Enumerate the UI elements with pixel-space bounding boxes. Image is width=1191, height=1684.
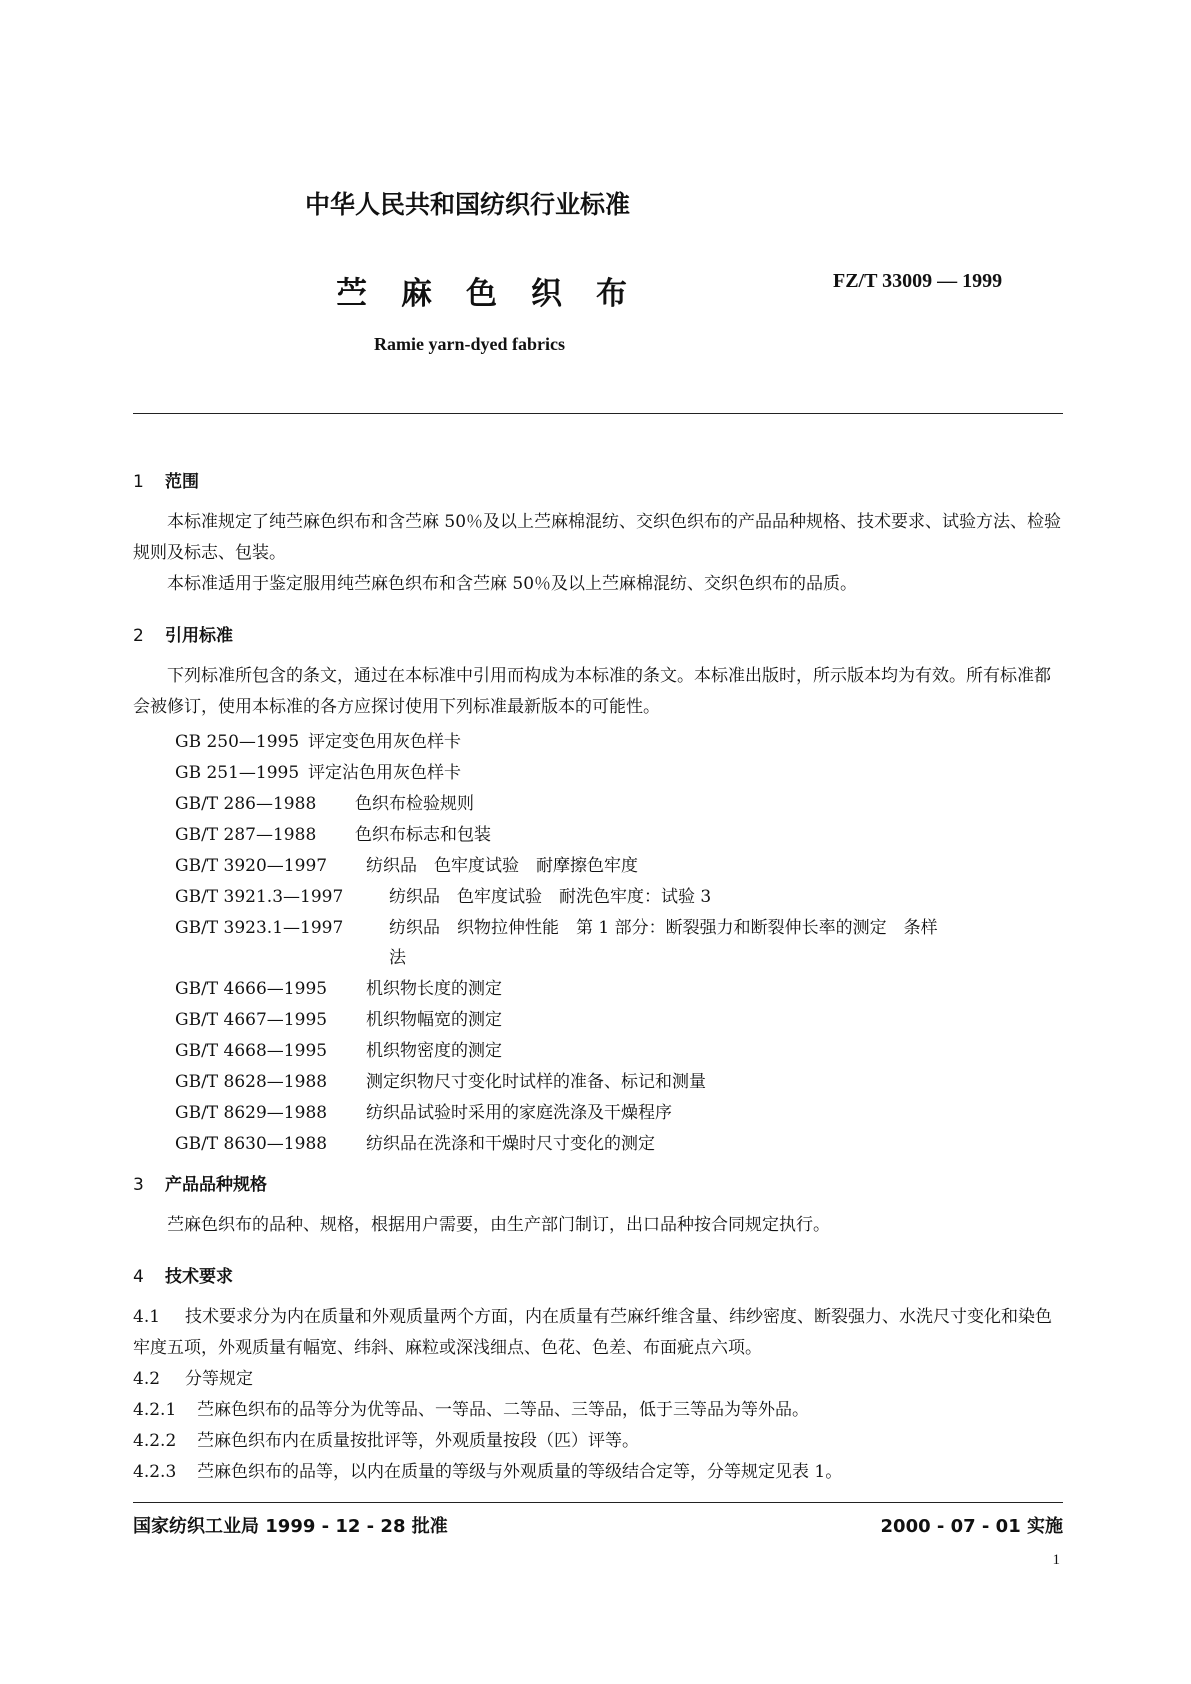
reference-item	[175, 758, 461, 783]
clause-text: 苎麻色织布的品等，以内在质量的等级与外观质量的等级结合定等，分等规定见表 1。	[197, 1462, 843, 1482]
reference-code: GB/T 3923.1—1997	[175, 918, 344, 938]
reference-title: 机织物密度的测定	[366, 1041, 502, 1061]
reference-item	[175, 820, 491, 845]
reference-item	[175, 1036, 502, 1061]
footer-divider	[133, 1502, 1063, 1503]
reference-code: GB/T 4666—1995	[175, 979, 328, 999]
reference-item	[175, 1005, 502, 1030]
section-2-heading	[133, 621, 233, 646]
header-divider	[133, 413, 1063, 414]
section-1-paragraph-1: 本标准规定了纯苎麻色织布和含苎麻 50％及以上苎麻棉混纺、交织色织布的产品品种规格、技术要求、试验方法、检验规则及标志、包装。	[133, 512, 1062, 563]
section-title: 技术要求	[165, 1267, 233, 1287]
clause-number: 4.2	[133, 1369, 161, 1389]
reference-title: 纺织品 色牢度试验 耐摩擦色牢度	[366, 856, 638, 876]
reference-title-continuation: 法	[389, 948, 406, 968]
clause-text: 苎麻色织布内在质量按批评等，外观质量按段（匹）评等。	[197, 1431, 639, 1451]
approval-date: 国家纺织工业局 1999 - 12 - 28 批准	[133, 1516, 448, 1537]
standard-code: FZ/T 33009 — 1999	[833, 270, 1003, 292]
clause-4-1	[133, 1302, 1063, 1364]
clause-number: 4.2.1	[133, 1400, 177, 1420]
reference-item	[175, 1129, 655, 1154]
reference-item	[175, 913, 938, 938]
section-title: 产品品种规格	[165, 1175, 267, 1195]
reference-title: 机织物幅宽的测定	[366, 1010, 502, 1030]
reference-code: GB/T 8629—1988	[175, 1103, 328, 1123]
clause-4-2-1	[133, 1395, 1063, 1426]
section-number: 2	[133, 626, 144, 646]
reference-title: 机织物长度的测定	[366, 979, 502, 999]
clause-number: 4.2.2	[133, 1431, 177, 1451]
reference-item	[175, 727, 461, 752]
section-number: 3	[133, 1175, 144, 1195]
clause-4-2-3	[133, 1457, 1063, 1488]
section-number: 1	[133, 472, 144, 492]
clause-number: 4.2.3	[133, 1462, 177, 1482]
clause-text: 苎麻色织布的品等分为优等品、一等品、二等品、三等品，低于三等品为等外品。	[197, 1400, 809, 1420]
reference-code: GB/T 3921.3—1997	[175, 887, 344, 907]
section-2-paragraph-1: 下列标准所包含的条文，通过在本标准中引用而构成为本标准的条文。本标准出版时，所示版本均为有效。所有标准都会被修订，使用本标准的各方应探讨使用下列标准最新版本的可能性。	[133, 666, 1051, 717]
reference-item	[175, 851, 638, 876]
reference-title: 评定沾色用灰色样卡	[308, 763, 461, 783]
clause-4-2	[133, 1364, 1063, 1395]
section-title: 范围	[165, 472, 199, 492]
reference-title: 纺织品 织物拉伸性能 第 1 部分：断裂强力和断裂伸长率的测定 条样	[389, 918, 938, 938]
reference-code: GB 250—1995	[175, 732, 300, 752]
clause-text: 技术要求分为内在质量和外观质量两个方面，内在质量有苎麻纤维含量、纬纱密度、断裂强力、水洗尺寸变化和染色牢度五项，外观质量有幅宽、纬斜、麻粒或深浅细点、色花、色差、布面疵点六项。	[133, 1307, 1052, 1358]
reference-code: GB/T 4667—1995	[175, 1010, 328, 1030]
reference-code: GB/T 8630—1988	[175, 1134, 328, 1154]
reference-item	[175, 882, 711, 907]
section-title: 引用标准	[165, 626, 233, 646]
page-number: 1	[1052, 1552, 1060, 1568]
reference-code: GB/T 287—1988	[175, 825, 317, 845]
reference-code: GB/T 8628—1988	[175, 1072, 328, 1092]
clause-number: 4.1	[133, 1307, 161, 1327]
section-3-paragraph-1: 苎麻色织布的品种、规格，根据用户需要，由生产部门制订，出口品种按合同规定执行。	[167, 1215, 830, 1235]
reference-item	[175, 789, 474, 814]
reference-code: GB/T 286—1988	[175, 794, 317, 814]
reference-item	[175, 1098, 672, 1123]
reference-title: 色织布标志和包装	[355, 825, 491, 845]
reference-title: 纺织品在洗涤和干燥时尺寸变化的测定	[366, 1134, 655, 1154]
clause-text: 分等规定	[185, 1369, 253, 1389]
section-4-heading	[133, 1262, 233, 1287]
reference-title: 评定变色用灰色样卡	[308, 732, 461, 752]
reference-item	[175, 974, 502, 999]
reference-code: GB/T 3920—1997	[175, 856, 328, 876]
reference-title: 纺织品试验时采用的家庭洗涤及干燥程序	[366, 1103, 672, 1123]
section-3-heading	[133, 1170, 267, 1195]
section-1-paragraph-2: 本标准适用于鉴定服用纯苎麻色织布和含苎麻 50％及以上苎麻棉混纺、交织色织布的品质。	[167, 574, 858, 594]
document-title-cn: 苎麻色织布	[336, 276, 661, 312]
standard-body-title: 中华人民共和国纺织行业标准	[305, 190, 631, 219]
effective-date: 2000 - 07 - 01 实施	[880, 1516, 1063, 1537]
section-1-heading	[133, 467, 199, 492]
reference-title: 测定织物尺寸变化时试样的准备、标记和测量	[366, 1072, 706, 1092]
reference-code: GB/T 4668—1995	[175, 1041, 328, 1061]
reference-code: GB 251—1995	[175, 763, 300, 783]
reference-item	[175, 1067, 706, 1092]
reference-title: 色织布检验规则	[355, 794, 474, 814]
document-title-en: Ramie yarn-dyed fabrics	[374, 334, 565, 354]
section-number: 4	[133, 1267, 144, 1287]
reference-title: 纺织品 色牢度试验 耐洗色牢度：试验 3	[389, 887, 712, 907]
clause-4-2-2	[133, 1426, 1063, 1457]
